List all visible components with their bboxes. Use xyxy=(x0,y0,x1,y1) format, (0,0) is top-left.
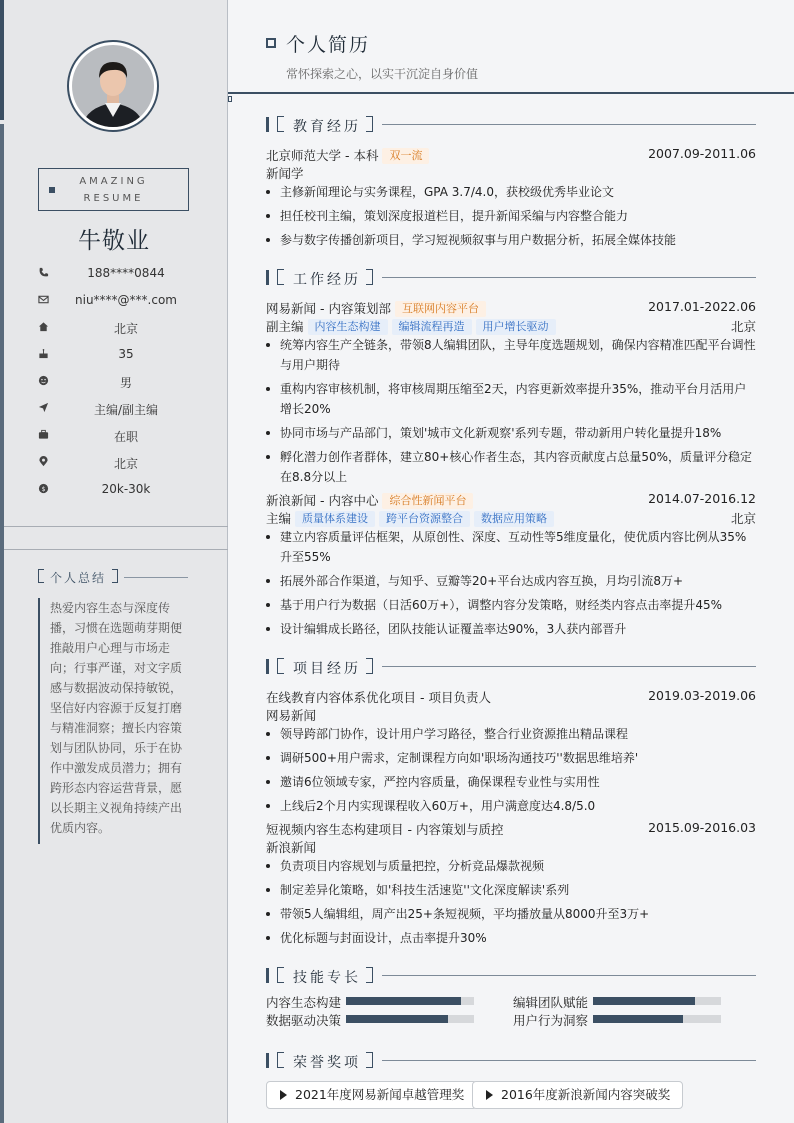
badge-square-icon xyxy=(49,187,55,193)
list-item: 参与数字传播创新项目，学习短视频叙事与用户数据分析，拓展全媒体技能 xyxy=(266,230,756,250)
projects-section xyxy=(266,658,756,952)
bracket-left xyxy=(277,269,284,285)
project-header-row xyxy=(266,688,756,706)
candidate-name: 牛敬业 xyxy=(78,228,150,254)
list-item: 上线后2个月内实现课程收入60万+，用户满意度达4.8/5.0 xyxy=(266,796,756,816)
project-bullets xyxy=(266,856,756,948)
major-row xyxy=(266,164,756,182)
svg-text:$: $ xyxy=(40,484,46,493)
briefcase-icon xyxy=(36,427,50,441)
page-title: 个人简历 xyxy=(286,34,371,56)
skill-bar-fill xyxy=(593,1015,683,1023)
heading-rule xyxy=(124,577,188,578)
list-item: 负责项目内容规划与质量把控，分析竞品爆款视频 xyxy=(266,856,756,876)
badge-line-1: AMAZING xyxy=(79,176,148,187)
list-item: 统筹内容生产全链条，带领8人编辑团队，主导年度选题规划，确保内容精准匹配平台调性与用户期待 xyxy=(266,335,756,375)
badge-line-2: RESUME xyxy=(83,193,144,204)
play-icon xyxy=(486,1090,493,1100)
education-section xyxy=(266,116,756,254)
skill-bar-fill xyxy=(593,997,695,1005)
sidebar-divider xyxy=(4,526,228,527)
skill-bar-track xyxy=(346,997,474,1005)
header-marker xyxy=(228,96,232,102)
section-heading xyxy=(266,967,756,985)
list-item: 孵化潜力创作者群体，建立80+核心作者生态，其内容贡献度占总量50%，质量评分稳定在8.8分以上 xyxy=(266,447,756,487)
info-row-email xyxy=(36,289,196,316)
info-row-residence xyxy=(36,316,196,343)
target-position-value: 主编/副主编 xyxy=(93,403,159,417)
job-bullets xyxy=(266,335,756,487)
section-heading xyxy=(266,269,756,287)
skill-label: 内容生态构建 xyxy=(266,995,342,1010)
education-bullets xyxy=(266,182,756,250)
company-name: 新浪新闻 - 内容中心 xyxy=(266,493,379,508)
award-badge xyxy=(266,1081,477,1109)
skill-item xyxy=(513,1011,723,1029)
awards-section xyxy=(266,1052,756,1070)
face-icon xyxy=(36,373,50,387)
skill-tag: 用户增长驱动 xyxy=(476,319,556,335)
job-role: 副主编 xyxy=(266,319,304,334)
residence-value: 北京 xyxy=(113,322,138,336)
email-value: niu****@***.com xyxy=(75,293,177,307)
summary-heading xyxy=(38,569,188,585)
heading-rule xyxy=(382,975,756,976)
skill-item xyxy=(266,1011,476,1029)
section-heading xyxy=(266,658,756,676)
company-tag: 互联网内容平台 xyxy=(395,301,486,317)
project-name: 在线教育内容体系优化项目 - 项目负责人 xyxy=(266,690,491,705)
avatar xyxy=(67,40,159,132)
list-item: 基于用户行为数据（日活60万+），调整内容分发策略，财经类内容点击率提升45% xyxy=(266,595,756,615)
skill-bar-track xyxy=(346,1015,474,1023)
skill-tag: 跨平台资源整合 xyxy=(379,511,470,527)
bracket-right xyxy=(366,1052,373,1068)
section-heading xyxy=(266,1052,756,1070)
heading-bar xyxy=(266,117,269,132)
school-tag: 双一流 xyxy=(382,148,429,164)
bracket-left xyxy=(277,658,284,674)
info-row-target-position xyxy=(36,397,196,424)
info-row-phone xyxy=(36,262,196,289)
company-name: 网易新闻 - 内容策划部 xyxy=(266,301,391,316)
avatar-photo xyxy=(72,45,154,127)
sidebar xyxy=(0,0,228,1123)
heading-bar xyxy=(266,659,269,674)
heading-rule xyxy=(382,124,756,125)
info-row-target-city xyxy=(36,451,196,478)
bracket-right xyxy=(112,569,118,583)
list-item: 重构内容审核机制，将审核周期压缩至2天，内容更新效率提升35%，推动平台月活用户增长20% xyxy=(266,379,756,419)
list-item: 优化标题与封面设计，点击率提升30% xyxy=(266,928,756,948)
company-tag: 综合性新闻平台 xyxy=(382,493,473,509)
send-icon xyxy=(36,400,50,414)
gender-value: 男 xyxy=(119,376,132,390)
section-title: 荣誉奖项 xyxy=(293,1055,361,1071)
skill-tag: 数据应用策略 xyxy=(474,511,554,527)
skill-bar-fill xyxy=(346,997,461,1005)
age-value: 35 xyxy=(118,347,134,361)
skill-label: 编辑团队赋能 xyxy=(513,995,589,1010)
skill-tag: 编辑流程再造 xyxy=(392,319,472,335)
skill-label: 用户行为洞察 xyxy=(513,1013,589,1028)
bracket-right xyxy=(366,116,373,132)
project-date: 2019.03-2019.06 xyxy=(648,688,756,703)
play-icon xyxy=(280,1090,287,1100)
skills-grid xyxy=(266,993,756,1033)
section-heading xyxy=(266,116,756,134)
list-item: 担任校刊主编，策划深度报道栏目，提升新闻采编与内容整合能力 xyxy=(266,206,756,226)
skill-bar-track xyxy=(593,997,721,1005)
summary-title: 个人总结 xyxy=(50,571,107,585)
list-item: 制定差异化策略，如'科技生活速览''文化深度解读'系列 xyxy=(266,880,756,900)
info-row-status xyxy=(36,424,196,451)
award-badge xyxy=(472,1081,683,1109)
skill-tag: 质量体系建设 xyxy=(295,511,375,527)
project-org-row xyxy=(266,706,756,724)
sidebar-accent-top xyxy=(0,0,4,120)
location-icon xyxy=(36,454,50,468)
bracket-left xyxy=(277,1052,284,1068)
list-item: 拓展外部合作渠道，与知乎、豆瓣等20+平台达成内容互换，月均引流8万+ xyxy=(266,571,756,591)
project-org: 网易新闻 xyxy=(266,708,317,723)
skill-item xyxy=(513,993,723,1011)
phone-icon xyxy=(36,265,50,279)
bracket-left xyxy=(277,116,284,132)
contact-info-list xyxy=(36,262,196,505)
list-item: 邀请6位领域专家，严控内容质量，确保课程专业性与实用性 xyxy=(266,772,756,792)
heading-bar xyxy=(266,270,269,285)
skills-section xyxy=(266,967,756,1033)
job-header-row xyxy=(266,299,756,317)
bracket-right xyxy=(366,967,373,983)
job-date: 2017.01-2022.06 xyxy=(648,299,756,314)
bracket-right xyxy=(366,658,373,674)
info-row-age xyxy=(36,343,196,370)
project-org: 新浪新闻 xyxy=(266,840,317,855)
project-org-row xyxy=(266,838,756,856)
salary-icon xyxy=(36,481,50,495)
sidebar-accent-bottom xyxy=(0,124,4,1123)
list-item: 协同市场与产品部门，策划'城市文化新观察'系列专题，带动新用户转化量提升18% xyxy=(266,423,756,443)
job-date: 2014.07-2016.12 xyxy=(648,491,756,506)
list-item: 领导跨部门协作，设计用户学习路径，整合行业资源推出精品课程 xyxy=(266,724,756,744)
heading-bar xyxy=(266,968,269,983)
project-date: 2015.09-2016.03 xyxy=(648,820,756,835)
job-role-row xyxy=(266,509,756,527)
bracket-left xyxy=(277,967,284,983)
award-label: 2021年度网易新闻卓越管理奖 xyxy=(295,1087,465,1102)
job-location: 北京 xyxy=(730,511,756,526)
section-title: 工作经历 xyxy=(293,272,361,288)
mail-icon xyxy=(36,292,50,306)
info-row-salary xyxy=(36,478,196,505)
info-row-gender xyxy=(36,370,196,397)
job-role: 主编 xyxy=(266,511,292,526)
job-header-row xyxy=(266,491,756,509)
title-square-icon xyxy=(266,38,276,48)
section-title: 技能专长 xyxy=(293,970,361,986)
job-location: 北京 xyxy=(730,319,756,334)
major-name: 新闻学 xyxy=(266,166,304,181)
skill-bar-fill xyxy=(346,1015,448,1023)
salary-value: 20k-30k xyxy=(101,482,151,496)
sidebar-divider xyxy=(4,549,228,550)
status-value: 在职 xyxy=(113,430,138,444)
work-section xyxy=(266,269,756,643)
list-item: 带领5人编辑组，周产出25+条短视频，平均播放量从8000升至3万+ xyxy=(266,904,756,924)
award-label: 2016年度新浪新闻内容突破奖 xyxy=(501,1087,671,1102)
education-date: 2007.09-2011.06 xyxy=(648,146,756,161)
list-item: 调研500+用户需求，定制课程方向如'职场沟通技巧''数据思维培养' xyxy=(266,748,756,768)
phone-value: 188****0844 xyxy=(87,266,165,280)
skill-tag: 内容生态构建 xyxy=(308,319,388,335)
project-name: 短视频内容生态构建项目 - 内容策划与质控 xyxy=(266,822,504,837)
heading-bar xyxy=(266,1053,269,1068)
school-name: 北京师范大学 - 本科 xyxy=(266,148,379,163)
summary-text: 热爱内容生态与深度传播，习惯在选题萌芽期便推敲用户心理与市场走向；行事严谨，对文字质感与数据波动保持敏锐，坚信好内容源于反复打磨与精准洞察；擅长内容策划与团队协同，乐于在协作中激发成员潜力；拥有跨形态内容运营背景，愿以长期主义视角持续产出优质内容。 xyxy=(38,598,188,844)
heading-rule xyxy=(382,666,756,667)
heading-rule xyxy=(382,1060,756,1061)
job-role-row xyxy=(266,317,756,335)
job-bullets xyxy=(266,527,756,639)
skill-item xyxy=(266,993,476,1011)
resume-badge xyxy=(38,168,189,211)
page-subtitle: 常怀探索之心，以实干沉淀自身价值 xyxy=(286,67,479,81)
project-bullets xyxy=(266,724,756,816)
home-icon xyxy=(36,319,50,333)
bracket-left xyxy=(38,569,44,583)
bracket-right xyxy=(366,269,373,285)
section-title: 教育经历 xyxy=(293,119,361,135)
cake-icon xyxy=(36,346,50,360)
heading-rule xyxy=(382,277,756,278)
section-title: 项目经历 xyxy=(293,661,361,677)
list-item: 设计编辑成长路径，团队技能认证覆盖率达90%，3人获内部晋升 xyxy=(266,619,756,639)
list-item: 主修新闻理论与实务课程，GPA 3.7/4.0，获校级优秀毕业论文 xyxy=(266,182,756,202)
list-item: 建立内容质量评估框架，从原创性、深度、互动性等5维度量化，使优质内容比例从35%升至55% xyxy=(266,527,756,567)
skill-bar-track xyxy=(593,1015,721,1023)
skill-label: 数据驱动决策 xyxy=(266,1013,342,1028)
target-city-value: 北京 xyxy=(113,457,138,471)
project-header-row xyxy=(266,820,756,838)
header-rule xyxy=(228,92,794,94)
education-header-row xyxy=(266,146,756,164)
